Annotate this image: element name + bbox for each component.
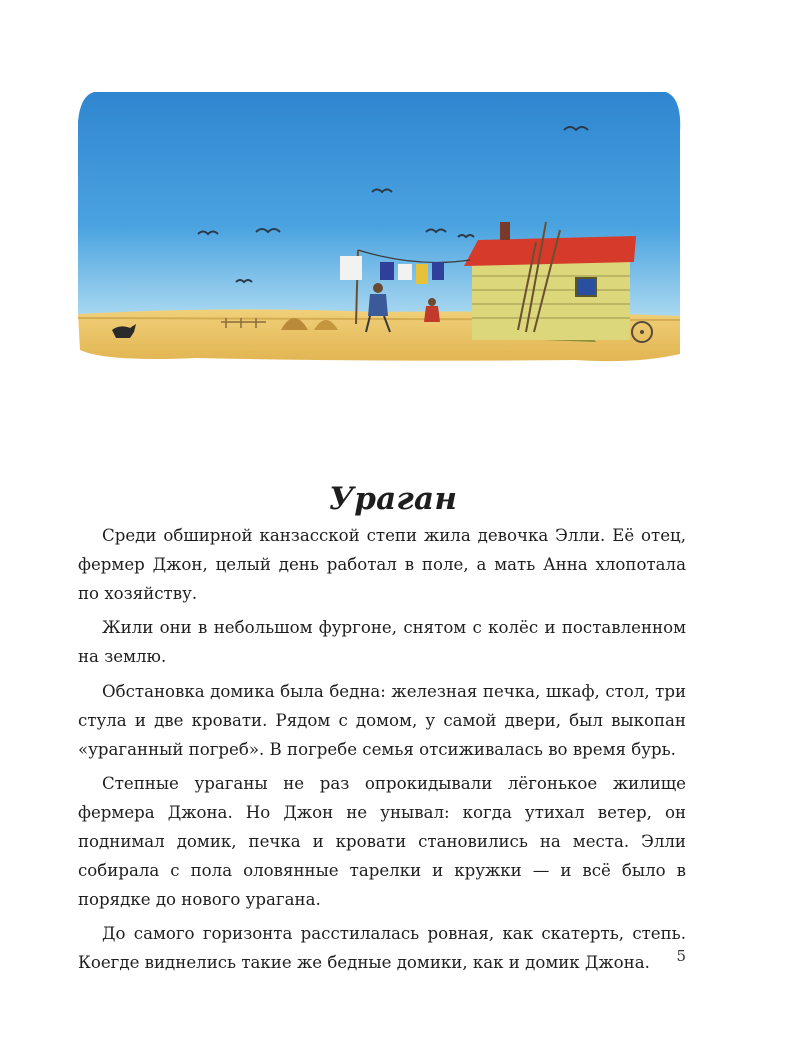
illustration-art <box>76 92 682 364</box>
laundry <box>398 264 412 280</box>
laundry <box>340 256 362 280</box>
laundry <box>432 262 444 280</box>
chapter-text <box>78 522 686 984</box>
paragraph: Среди обширной канзасской степи жила девочка Элли. Её отец, фермер Джон, целый день работал в поле, а мать Анна хлопотала по хозяйству. <box>78 526 686 603</box>
chapter-title: Ураган <box>328 480 458 517</box>
laundry <box>416 264 428 284</box>
laundry <box>380 262 394 280</box>
house-window <box>576 278 596 296</box>
chimney <box>500 222 510 240</box>
paragraph: До самого горизонта расстилалась ровная, как скатерть, степь. Коегде виднелись такие же бедные домики, как и домик Джона. <box>78 924 686 973</box>
chapter-illustration <box>76 92 682 364</box>
paragraph: Жили они в небольшом фургоне, снятом с колёс и поставленном на землю. <box>78 618 686 667</box>
girl-head <box>428 298 436 306</box>
house-wall <box>472 262 630 340</box>
paragraph: Обстановка домика была бедна: железная печка, шкаф, стол, три стула и две кровати. Рядом с домом, у самой двери, был выкопан «ураганный погреб». В погребе семья отсиживалась во время бурь. <box>78 681 686 759</box>
girl <box>424 306 440 322</box>
farmer <box>368 294 388 316</box>
page-number: 5 <box>676 947 686 965</box>
house-roof <box>464 236 636 266</box>
paragraph: Степные ураганы не раз опрокидывали лёгонькое жилище фермера Джона. Но Джон не унывал: когда утихал ветер, он поднимал домик, печка и кровати становились на места. Элли собирала с пола оловянные тарелки и кружки — и всё было в порядке до нового урагана. <box>78 774 686 909</box>
farmer-head <box>373 283 383 293</box>
